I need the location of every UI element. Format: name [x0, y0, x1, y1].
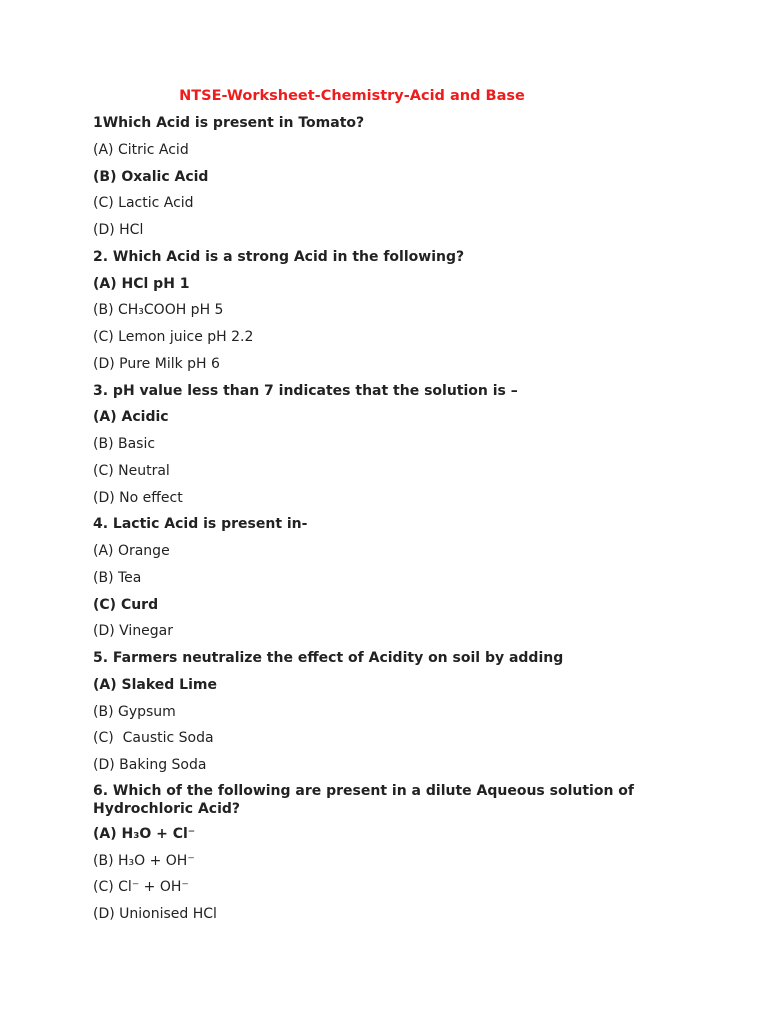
- q2-option-d: (D) Pure Milk pH 6: [93, 355, 220, 372]
- q4-option-a: (A) Orange: [93, 543, 170, 559]
- q2-option-b: (B) CH₃COOH pH 5: [93, 302, 224, 319]
- q3-option-b: (B) Basic: [93, 436, 156, 452]
- question-5: 5. Farmers neutralize the effect of Acidity on soil by adding: [93, 650, 564, 666]
- question-1: 1Which Acid is present in Tomato?: [93, 115, 365, 131]
- q1-option-d: (D) HCl: [93, 222, 144, 238]
- question-4: 4. Lactic Acid is present in-: [93, 516, 308, 533]
- q2-option-a: (A) HCl pH 1: [93, 275, 190, 292]
- q2-option-c: (C) Lemon juice pH 2.2: [93, 329, 254, 345]
- q5-option-a: (A) Slaked Lime: [93, 676, 217, 693]
- q3-option-a: (A) Acidic: [93, 409, 169, 426]
- question-2: 2. Which Acid is a strong Acid in the following?: [93, 248, 465, 265]
- worksheet-title: NTSE-Worksheet-Chemistry-Acid and Base: [179, 88, 525, 104]
- q1-option-c: (C) Lactic Acid: [93, 195, 194, 212]
- question-3: 3. pH value less than 7 indicates that the solution is –: [93, 382, 518, 399]
- q5-option-d: (D) Baking Soda: [93, 757, 207, 773]
- q4-option-d: (D) Vinegar: [93, 623, 174, 640]
- question-6: 6. Which of the following are present in a dilute Aqueous solution of Hydrochloric Acid?: [93, 782, 635, 817]
- q6-option-b: (B) H₃O + OH⁻: [93, 852, 195, 869]
- q6-option-c: (C) Cl⁻ + OH⁻: [93, 879, 189, 896]
- q5-option-b: (B) Gypsum: [93, 703, 176, 720]
- question-list: [93, 113, 693, 931]
- q5-option-c: (C) Caustic Soda: [93, 730, 214, 747]
- q1-option-a: (A) Citric Acid: [93, 141, 189, 158]
- q3-option-d: (D) No effect: [93, 489, 183, 506]
- q1-option-b: (B) Oxalic Acid: [93, 168, 209, 185]
- q3-option-c: (C) Neutral: [93, 462, 170, 479]
- q6-option-a: (A) H₃O + Cl⁻: [93, 825, 196, 842]
- q4-option-c: (C) Curd: [93, 596, 159, 613]
- q4-option-b: (B) Tea: [93, 569, 142, 586]
- q6-option-d: (D) Unionised HCl: [93, 906, 217, 922]
